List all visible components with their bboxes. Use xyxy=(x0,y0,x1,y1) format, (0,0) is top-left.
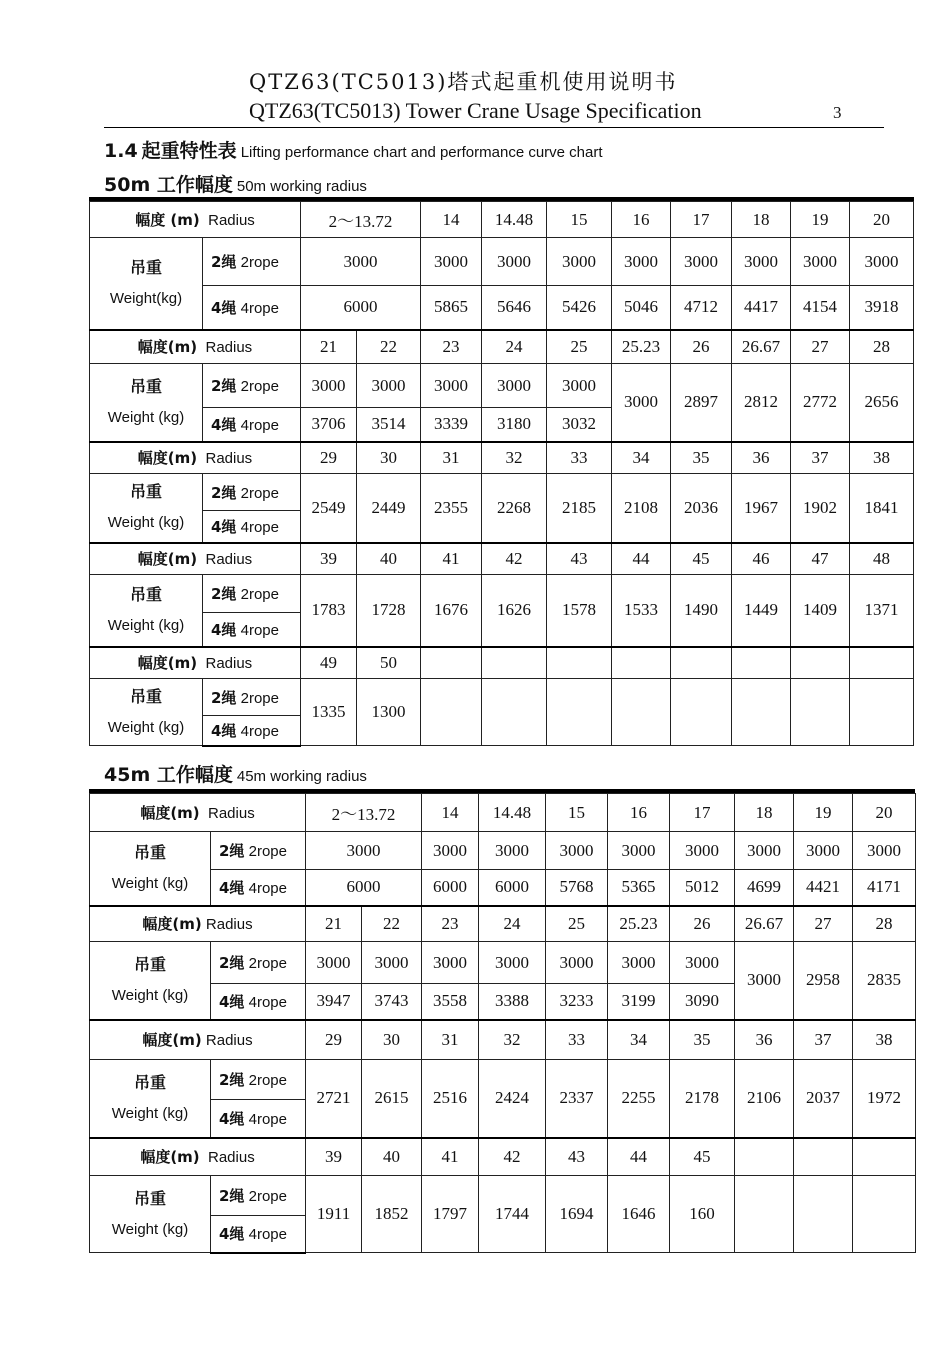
radius-cell: 45 xyxy=(671,543,732,575)
load-cell: 3000 xyxy=(612,238,671,286)
radius-row xyxy=(90,442,914,474)
radius-row xyxy=(90,647,914,679)
radius-cell: 27 xyxy=(794,906,853,942)
table-50m-heading-chinese: 50m 工作幅度 xyxy=(104,174,233,196)
load-cell: 3000 xyxy=(301,238,421,286)
rope4-label: 4绳 4rope xyxy=(203,716,301,746)
load-cell: 3000 xyxy=(608,832,670,870)
radius-label: 幅度(m) Radius xyxy=(90,647,301,679)
load-cell: 1335 xyxy=(301,679,357,746)
load-cell: 3000 xyxy=(422,942,479,984)
empty-cell xyxy=(853,1176,916,1253)
radius-cell: 29 xyxy=(301,442,357,474)
load-cell: 1578 xyxy=(547,575,612,647)
load-cell: 1300 xyxy=(357,679,421,746)
load-cell: 1797 xyxy=(422,1176,479,1253)
radius-cell: 36 xyxy=(732,442,791,474)
radius-cell: 48 xyxy=(850,543,914,575)
radius-cell: 25 xyxy=(546,906,608,942)
rope4-label: 4绳 4rope xyxy=(203,613,301,647)
load-cell: 2549 xyxy=(301,474,357,543)
page-header xyxy=(0,0,950,130)
load-cell: 5012 xyxy=(670,870,735,906)
empty-cell xyxy=(547,647,612,679)
rope2-row xyxy=(90,1176,916,1216)
load-cell: 3339 xyxy=(421,408,482,442)
lifting-table-45m xyxy=(89,793,916,1254)
empty-cell xyxy=(853,1138,916,1176)
load-cell: 3000 xyxy=(421,364,482,408)
weight-label: 吊重 Weight (kg) xyxy=(90,679,203,746)
table-45m-frame xyxy=(89,789,915,1254)
load-cell: 4154 xyxy=(791,286,850,330)
load-cell: 2108 xyxy=(612,474,671,543)
load-cell: 1841 xyxy=(850,474,914,543)
load-cell: 6000 xyxy=(301,286,421,330)
radius-cell: 17 xyxy=(670,794,735,832)
weight-label: 吊重 Weight (kg) xyxy=(90,575,203,647)
load-cell: 3000 xyxy=(670,832,735,870)
weight-label: 吊重 Weight (kg) xyxy=(90,1060,211,1138)
radius-cell: 25 xyxy=(547,330,612,364)
radius-cell: 26.67 xyxy=(735,906,794,942)
radius-cell: 30 xyxy=(357,442,421,474)
load-cell: 5426 xyxy=(547,286,612,330)
load-cell: 1490 xyxy=(671,575,732,647)
radius-cell: 42 xyxy=(479,1138,546,1176)
page-number: 3 xyxy=(833,103,842,122)
rope4-label: 4绳 4rope xyxy=(211,984,306,1020)
radius-cell: 45 xyxy=(670,1138,735,1176)
radius-cell: 16 xyxy=(608,794,670,832)
load-cell: 2036 xyxy=(671,474,732,543)
load-cell: 1626 xyxy=(482,575,547,647)
radius-cell: 32 xyxy=(479,1020,546,1060)
table-45m-heading-chinese: 45m 工作幅度 xyxy=(104,764,233,786)
rope4-label: 4绳 4rope xyxy=(203,511,301,543)
rope4-row xyxy=(90,286,914,330)
load-cell: 3199 xyxy=(608,984,670,1020)
load-cell: 4712 xyxy=(671,286,732,330)
radius-cell: 47 xyxy=(791,543,850,575)
weight-label: 吊重 Weight (kg) xyxy=(90,474,203,543)
empty-cell xyxy=(794,1176,853,1253)
load-cell: 3000 xyxy=(850,238,914,286)
empty-cell xyxy=(794,1138,853,1176)
load-cell: 3000 xyxy=(306,832,422,870)
radius-cell: 43 xyxy=(546,1138,608,1176)
radius-cell: 35 xyxy=(670,1020,735,1060)
radius-cell: 2～13.72 xyxy=(306,794,422,832)
load-cell: 1902 xyxy=(791,474,850,543)
empty-cell xyxy=(421,647,482,679)
radius-cell: 50 xyxy=(357,647,421,679)
radius-cell: 26 xyxy=(670,906,735,942)
load-cell: 3000 xyxy=(546,832,608,870)
load-cell: 2772 xyxy=(791,364,850,442)
load-cell: 3514 xyxy=(357,408,421,442)
empty-cell xyxy=(735,1138,794,1176)
empty-cell xyxy=(850,679,914,746)
radius-label: 幅度(m) Radius xyxy=(90,794,306,832)
rope2-label: 2绳 2rope xyxy=(203,679,301,716)
radius-cell: 44 xyxy=(612,543,671,575)
load-cell: 1783 xyxy=(301,575,357,647)
load-cell: 2355 xyxy=(421,474,482,543)
rope4-label: 4绳 4rope xyxy=(203,408,301,442)
load-cell: 2268 xyxy=(482,474,547,543)
empty-cell xyxy=(791,679,850,746)
load-cell: 4417 xyxy=(732,286,791,330)
load-cell: 1533 xyxy=(612,575,671,647)
load-cell: 3388 xyxy=(479,984,546,1020)
radius-row xyxy=(90,330,914,364)
radius-cell: 15 xyxy=(547,202,612,238)
load-cell: 4699 xyxy=(735,870,794,906)
radius-cell: 49 xyxy=(301,647,357,679)
empty-cell xyxy=(791,647,850,679)
radius-cell: 43 xyxy=(547,543,612,575)
rope4-row xyxy=(90,870,916,906)
load-cell: 3180 xyxy=(482,408,547,442)
radius-cell: 14 xyxy=(422,794,479,832)
empty-cell xyxy=(482,679,547,746)
load-cell: 2656 xyxy=(850,364,914,442)
load-cell: 3558 xyxy=(422,984,479,1020)
load-cell: 3000 xyxy=(547,364,612,408)
empty-cell xyxy=(732,679,791,746)
load-cell: 2958 xyxy=(794,942,853,1020)
rope2-row xyxy=(90,679,914,716)
load-cell: 2424 xyxy=(479,1060,546,1138)
load-cell: 3000 xyxy=(422,832,479,870)
radius-cell: 35 xyxy=(671,442,732,474)
radius-cell: 16 xyxy=(612,202,671,238)
radius-cell: 41 xyxy=(421,543,482,575)
load-cell: 1911 xyxy=(306,1176,362,1253)
rope4-label: 4绳 4rope xyxy=(203,286,301,330)
radius-cell: 41 xyxy=(422,1138,479,1176)
radius-row xyxy=(90,543,914,575)
rope2-row xyxy=(90,575,914,613)
rope2-row xyxy=(90,1060,916,1100)
radius-cell: 19 xyxy=(791,202,850,238)
load-cell: 1694 xyxy=(546,1176,608,1253)
table-50m-heading xyxy=(104,170,367,197)
radius-row xyxy=(90,202,914,238)
load-cell: 2106 xyxy=(735,1060,794,1138)
radius-cell: 40 xyxy=(362,1138,422,1176)
radius-cell: 19 xyxy=(794,794,853,832)
radius-label: 幅度(m) Radius xyxy=(90,906,306,942)
empty-cell xyxy=(421,679,482,746)
radius-cell: 29 xyxy=(306,1020,362,1060)
rope2-row xyxy=(90,238,914,286)
document-title-chinese: QTZ63(TC5013)塔式起重机使用说明书 xyxy=(249,70,678,94)
radius-cell: 23 xyxy=(422,906,479,942)
radius-cell: 37 xyxy=(791,442,850,474)
weight-label: 吊重 Weight (kg) xyxy=(90,832,211,906)
section-title-chinese: 起重特性表 xyxy=(141,140,237,162)
radius-cell: 46 xyxy=(732,543,791,575)
radius-cell: 33 xyxy=(547,442,612,474)
radius-row xyxy=(90,1020,916,1060)
radius-row xyxy=(90,906,916,942)
radius-cell: 34 xyxy=(608,1020,670,1060)
load-cell: 3000 xyxy=(670,942,735,984)
radius-label: 幅度(m) Radius xyxy=(90,442,301,474)
load-cell: 5365 xyxy=(608,870,670,906)
load-cell: 3000 xyxy=(735,832,794,870)
load-cell: 1967 xyxy=(732,474,791,543)
radius-cell: 40 xyxy=(357,543,421,575)
radius-cell: 24 xyxy=(479,906,546,942)
rope2-label: 2绳 2rope xyxy=(203,575,301,613)
load-cell: 3000 xyxy=(301,364,357,408)
rope2-row xyxy=(90,474,914,511)
load-cell: 4171 xyxy=(853,870,916,906)
radius-cell: 20 xyxy=(850,202,914,238)
radius-cell: 24 xyxy=(482,330,547,364)
load-cell: 5046 xyxy=(612,286,671,330)
load-cell: 6000 xyxy=(422,870,479,906)
table-50m-frame xyxy=(89,197,914,747)
radius-cell: 25.23 xyxy=(612,330,671,364)
radius-label: 幅度 (m) Radius xyxy=(90,202,301,238)
load-cell: 160 xyxy=(670,1176,735,1253)
radius-cell: 33 xyxy=(546,1020,608,1060)
radius-cell: 38 xyxy=(850,442,914,474)
load-cell: 3000 xyxy=(853,832,916,870)
radius-cell: 14 xyxy=(421,202,482,238)
radius-row xyxy=(90,1138,916,1176)
radius-cell: 39 xyxy=(306,1138,362,1176)
radius-cell: 34 xyxy=(612,442,671,474)
radius-cell: 44 xyxy=(608,1138,670,1176)
empty-cell xyxy=(671,647,732,679)
load-cell: 1744 xyxy=(479,1176,546,1253)
load-cell: 3000 xyxy=(479,942,546,984)
rope2-label: 2绳 2rope xyxy=(211,1060,306,1100)
radius-cell: 31 xyxy=(422,1020,479,1060)
table-45m-heading-english: 45m working radius xyxy=(236,768,367,785)
load-cell: 3000 xyxy=(732,238,791,286)
load-cell: 2255 xyxy=(608,1060,670,1138)
radius-cell: 14.48 xyxy=(479,794,546,832)
empty-cell xyxy=(671,679,732,746)
radius-cell: 21 xyxy=(306,906,362,942)
radius-cell: 18 xyxy=(732,202,791,238)
load-cell: 3000 xyxy=(671,238,732,286)
load-cell: 3706 xyxy=(301,408,357,442)
load-cell: 3947 xyxy=(306,984,362,1020)
load-cell: 2037 xyxy=(794,1060,853,1138)
radius-cell: 21 xyxy=(301,330,357,364)
header-rule xyxy=(104,127,884,128)
load-cell: 2897 xyxy=(671,364,732,442)
section-title-english: Lifting performance chart and performance curve chart xyxy=(240,144,603,161)
weight-label: 吊重 Weight (kg) xyxy=(90,942,211,1020)
radius-row xyxy=(90,794,916,832)
radius-cell: 28 xyxy=(853,906,916,942)
load-cell: 3000 xyxy=(735,942,794,1020)
load-cell: 4421 xyxy=(794,870,853,906)
radius-cell: 26 xyxy=(671,330,732,364)
radius-cell: 28 xyxy=(850,330,914,364)
radius-cell: 22 xyxy=(357,330,421,364)
empty-cell xyxy=(612,647,671,679)
load-cell: 2812 xyxy=(732,364,791,442)
empty-cell xyxy=(735,1176,794,1253)
load-cell: 2449 xyxy=(357,474,421,543)
radius-cell: 23 xyxy=(421,330,482,364)
load-cell: 1449 xyxy=(732,575,791,647)
load-cell: 3000 xyxy=(791,238,850,286)
radius-label: 幅度(m) Radius xyxy=(90,1020,306,1060)
radius-label: 幅度(m) Radius xyxy=(90,330,301,364)
load-cell: 6000 xyxy=(306,870,422,906)
radius-cell: 36 xyxy=(735,1020,794,1060)
load-cell: 1972 xyxy=(853,1060,916,1138)
load-cell: 1646 xyxy=(608,1176,670,1253)
rope2-label: 2绳 2rope xyxy=(211,942,306,984)
radius-cell: 32 xyxy=(482,442,547,474)
rope2-label: 2绳 2rope xyxy=(203,238,301,286)
load-cell: 2721 xyxy=(306,1060,362,1138)
load-cell: 2337 xyxy=(546,1060,608,1138)
load-cell: 3918 xyxy=(850,286,914,330)
load-cell: 1852 xyxy=(362,1176,422,1253)
radius-cell: 14.48 xyxy=(482,202,547,238)
load-cell: 3743 xyxy=(362,984,422,1020)
rope2-row xyxy=(90,364,914,408)
radius-cell: 37 xyxy=(794,1020,853,1060)
section-heading xyxy=(104,136,603,163)
load-cell: 3000 xyxy=(547,238,612,286)
load-cell: 3233 xyxy=(546,984,608,1020)
load-cell: 2835 xyxy=(853,942,916,1020)
radius-cell: 39 xyxy=(301,543,357,575)
load-cell: 3000 xyxy=(608,942,670,984)
load-cell: 5865 xyxy=(421,286,482,330)
radius-cell: 2～13.72 xyxy=(301,202,421,238)
radius-cell: 17 xyxy=(671,202,732,238)
radius-cell: 22 xyxy=(362,906,422,942)
load-cell: 3000 xyxy=(794,832,853,870)
rope2-label: 2绳 2rope xyxy=(211,832,306,870)
rope2-label: 2绳 2rope xyxy=(203,364,301,408)
empty-cell xyxy=(482,647,547,679)
load-cell: 2615 xyxy=(362,1060,422,1138)
radius-cell: 15 xyxy=(546,794,608,832)
load-cell: 3090 xyxy=(670,984,735,1020)
radius-cell: 20 xyxy=(853,794,916,832)
load-cell: 1728 xyxy=(357,575,421,647)
rope4-label: 4绳 4rope xyxy=(211,1216,306,1253)
rope2-row xyxy=(90,832,916,870)
load-cell: 3032 xyxy=(547,408,612,442)
load-cell: 5646 xyxy=(482,286,547,330)
empty-cell xyxy=(850,647,914,679)
load-cell: 3000 xyxy=(546,942,608,984)
weight-label: 吊重 Weight(kg) xyxy=(90,238,203,330)
radius-label: 幅度(m) Radius xyxy=(90,1138,306,1176)
radius-cell: 18 xyxy=(735,794,794,832)
load-cell: 3000 xyxy=(357,364,421,408)
load-cell: 3000 xyxy=(479,832,546,870)
rope2-row xyxy=(90,942,916,984)
empty-cell xyxy=(612,679,671,746)
load-cell: 2178 xyxy=(670,1060,735,1138)
rope4-label: 4绳 4rope xyxy=(211,1100,306,1138)
empty-cell xyxy=(547,679,612,746)
lifting-table-50m xyxy=(89,201,914,747)
load-cell: 1409 xyxy=(791,575,850,647)
radius-cell: 30 xyxy=(362,1020,422,1060)
weight-label: 吊重 Weight (kg) xyxy=(90,364,203,442)
radius-label: 幅度(m) Radius xyxy=(90,543,301,575)
rope2-label: 2绳 2rope xyxy=(211,1176,306,1216)
load-cell: 5768 xyxy=(546,870,608,906)
radius-cell: 31 xyxy=(421,442,482,474)
load-cell: 3000 xyxy=(421,238,482,286)
load-cell: 3000 xyxy=(482,238,547,286)
load-cell: 3000 xyxy=(482,364,547,408)
radius-cell: 38 xyxy=(853,1020,916,1060)
table-45m-heading xyxy=(104,760,367,787)
document-title-english: QTZ63(TC5013) Tower Crane Usage Specification xyxy=(249,98,702,123)
rope2-label: 2绳 2rope xyxy=(203,474,301,511)
radius-cell: 27 xyxy=(791,330,850,364)
load-cell: 3000 xyxy=(612,364,671,442)
empty-cell xyxy=(732,647,791,679)
load-cell: 1371 xyxy=(850,575,914,647)
load-cell: 6000 xyxy=(479,870,546,906)
load-cell: 2185 xyxy=(547,474,612,543)
load-cell: 3000 xyxy=(362,942,422,984)
load-cell: 3000 xyxy=(306,942,362,984)
radius-cell: 26.67 xyxy=(732,330,791,364)
table-50m-heading-english: 50m working radius xyxy=(236,178,367,195)
radius-cell: 42 xyxy=(482,543,547,575)
section-number: 1.4 xyxy=(104,140,138,162)
weight-label: 吊重 Weight (kg) xyxy=(90,1176,211,1253)
load-cell: 1676 xyxy=(421,575,482,647)
rope4-label: 4绳 4rope xyxy=(211,870,306,906)
radius-cell: 25.23 xyxy=(608,906,670,942)
load-cell: 2516 xyxy=(422,1060,479,1138)
